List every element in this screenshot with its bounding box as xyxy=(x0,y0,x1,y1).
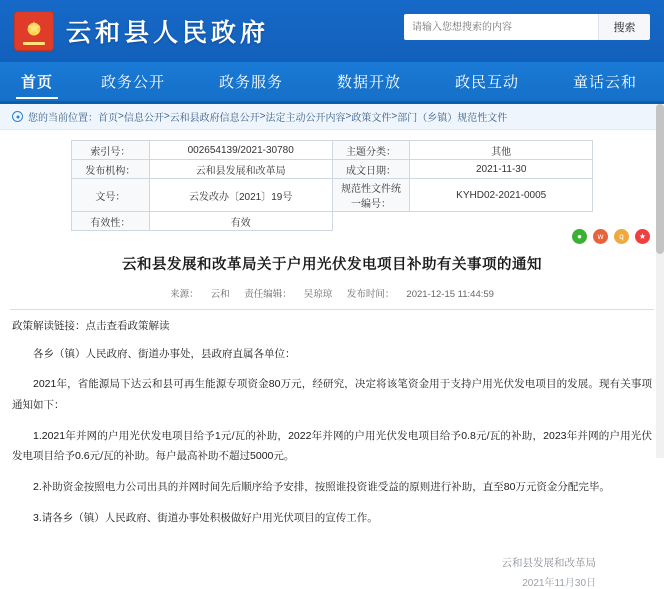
meta-editor-label: 责任编辑： xyxy=(244,289,292,300)
page-title: 云和县发展和改革局关于户用光伏发电项目补助有关事项的通知 xyxy=(122,257,542,273)
breadcrumb-item-4[interactable]: 政策文件 xyxy=(351,113,392,124)
document-meta xyxy=(0,286,664,300)
nav-item-government-services[interactable]: 政务服务 xyxy=(218,73,283,91)
meta-source: 云和 xyxy=(210,289,230,300)
meta-editor: 吴琼琼 xyxy=(303,289,333,300)
breadcrumb-item-1[interactable]: 信息公开 xyxy=(123,113,164,124)
breadcrumb-sep-4: > xyxy=(391,111,398,122)
table-row xyxy=(72,212,593,231)
scrollbar-thumb[interactable] xyxy=(656,104,664,254)
wechat-icon[interactable]: ● xyxy=(572,229,587,244)
breadcrumb-item-2[interactable]: 云和县政府信息公开 xyxy=(169,113,260,124)
document-info-table xyxy=(71,140,593,231)
paragraph-1: 2021年，省能源局下达云和县可再生能源专项资金80万元，经研究，决定将该笔资金用于支持户用光伏发电项目的发展。现有关事项通知如下： xyxy=(12,378,652,411)
site-header xyxy=(0,0,664,62)
breadcrumb-sep-3: > xyxy=(345,111,352,122)
info-key-index: 索引号： xyxy=(72,141,150,160)
signature-block xyxy=(12,555,652,589)
favorite-icon[interactable]: ★ xyxy=(635,229,650,244)
paragraph-0: 各乡（镇）人民政府、街道办事处，县政府直属各单位： xyxy=(33,347,296,360)
info-value-doc-number: 云发改办〔2021〕19号 xyxy=(149,179,332,212)
info-value-validity: 有效 xyxy=(149,212,332,231)
nav-item-fairytale-yunhe[interactable]: 童话云和 xyxy=(572,73,637,91)
breadcrumb-item-0[interactable]: 首页 xyxy=(98,113,118,124)
search-area xyxy=(404,14,650,40)
meta-time-label: 发布时间： xyxy=(346,289,395,300)
info-value-index: 002654139/2021-30780 xyxy=(149,141,332,160)
info-key-validity: 有效性： xyxy=(72,212,150,231)
qq-icon[interactable]: q xyxy=(614,229,629,244)
site-title: 云和县人民政府 xyxy=(66,18,270,47)
nav-item-government-affairs-disclosure[interactable]: 政务公开 xyxy=(100,73,165,91)
breadcrumb-item-5[interactable]: 部门（乡镇）规范性文件 xyxy=(397,113,508,124)
info-value-unified-number: KYHD02-2021-0005 xyxy=(410,179,593,212)
table-row xyxy=(72,160,593,179)
signature-org: 云和县发展和改革局 xyxy=(501,556,596,569)
nav-item-open-data[interactable]: 数据开放 xyxy=(336,73,401,91)
paragraph-4: 3.请各乡（镇）人民政府、街道办事处积极做好户用光伏项目的宣传工作。 xyxy=(33,512,378,525)
paragraph-2: 1.2021年并网的户用光伏发电项目给予1元/瓦的补助，2022年并网的户用光伏发电项目给予0.8元/瓦的补助，2023年并网的户用光伏发电项目给予0.6元/瓦的补助。每户最高补助不超过5000元。 xyxy=(12,429,652,463)
nav-item-home[interactable]: 首页 xyxy=(0,62,74,101)
national-emblem-icon xyxy=(14,11,54,51)
info-value-empty xyxy=(410,212,593,231)
breadcrumb xyxy=(0,104,664,130)
search-input[interactable] xyxy=(404,14,598,40)
emblem-base xyxy=(23,42,45,45)
emblem-star: ★ xyxy=(26,18,42,38)
location-icon xyxy=(12,111,23,122)
share-toolbar xyxy=(551,229,650,244)
signature-date: 2021年11月30日 xyxy=(522,577,596,589)
breadcrumb-sep-0: > xyxy=(118,111,124,122)
breadcrumb-sep-2: > xyxy=(259,111,266,122)
meta-time: 2021-12-15 11:44:59 xyxy=(406,289,494,300)
nav-item-public-interaction[interactable]: 政民互动 xyxy=(454,73,519,91)
paragraph-3: 2.补助资金按照电力公司出具的并网时间先后顺序给予安排，按照谁投资谁受益的原则进行补助，直至80万元资金分配完毕。 xyxy=(33,481,610,494)
meta-source-label: 来源： xyxy=(170,289,199,300)
policy-interpretation-text: 政策解读链接：点击查看政策解读 xyxy=(12,320,170,332)
info-value-publisher: 云和县发展和改革局 xyxy=(149,160,332,179)
info-key-publisher: 发布机构： xyxy=(72,160,150,179)
share-icon[interactable]: ∞ xyxy=(551,229,566,244)
info-value-issue-date: 2021-11-30 xyxy=(410,160,593,179)
breadcrumb-prefix: 您的当前位置： xyxy=(28,113,98,124)
info-key-empty xyxy=(332,212,410,231)
info-key-category: 主题分类： xyxy=(332,141,410,160)
vertical-scrollbar[interactable] xyxy=(656,104,664,458)
weibo-icon[interactable]: w xyxy=(593,229,608,244)
info-key-doc-number: 文号： xyxy=(72,179,150,212)
main-nav xyxy=(0,62,664,104)
info-value-category: 其他 xyxy=(410,141,593,160)
table-row xyxy=(72,141,593,160)
policy-interpretation-link[interactable] xyxy=(12,318,652,333)
info-key-issue-date: 成文日期： xyxy=(332,160,410,179)
breadcrumb-item-3[interactable]: 法定主动公开内容 xyxy=(265,113,346,124)
table-row xyxy=(72,179,593,212)
info-key-unified-number: 规范性文件统一编号： xyxy=(332,179,410,212)
breadcrumb-sep-1: > xyxy=(163,111,170,122)
search-button[interactable]: 搜索 xyxy=(598,14,650,40)
document-body xyxy=(0,310,664,589)
